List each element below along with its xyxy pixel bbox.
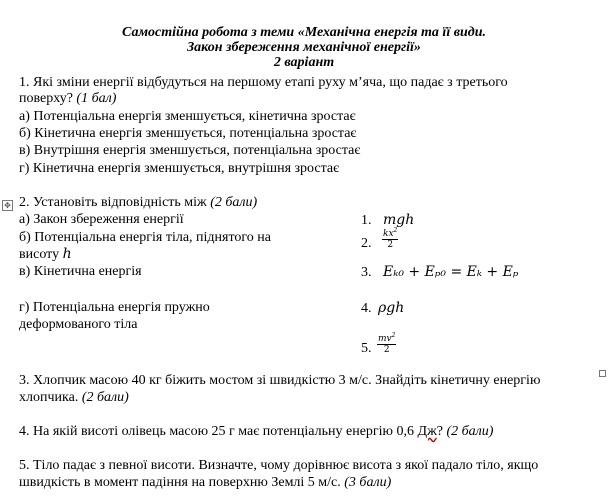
q3-line1: 3. Хлопчик масою 40 кг біжить мостом зі швидкістю 3 м/с. Знайдіть кінетичну енергію: [19, 373, 541, 388]
q4-question-mark: ?: [436, 424, 443, 439]
q2-right-num-3: 3.: [361, 265, 372, 280]
q2-left-b-var: h: [62, 246, 72, 262]
q1-text: поверху?: [19, 91, 73, 106]
q1-option-c: в) Внутрішня енергія зменшується, потенціальна зростає: [19, 143, 361, 158]
move-arrows-icon[interactable]: ✥: [2, 200, 13, 211]
q1-text-line2: [19, 91, 116, 107]
q5-points: (3 бали): [344, 475, 392, 490]
q2-formula-mgh: mgh: [383, 212, 415, 228]
q2-right-num-5: 5.: [361, 341, 372, 356]
q2-right-4: [361, 300, 404, 317]
q4-line: [19, 424, 493, 440]
q4-points: (2 бали): [446, 424, 494, 439]
q2-right-num-2: 2.: [361, 236, 372, 251]
q2-right-3: [361, 264, 518, 281]
q2-text: [19, 195, 257, 211]
q1-option-b: б) Кінетична енергія зменшується, потенціальна зростає: [19, 126, 357, 141]
q2-left-b-line2: [19, 246, 72, 263]
frac-den: 2: [383, 345, 390, 355]
q5-line1: 5. Тіло падає з певної висоти. Визначте, чому дорівнює висота з якої падало тіло, якщо: [19, 458, 539, 473]
q2-points: (2 бали): [210, 195, 258, 210]
q2-left-a: а) Закон збереження енергії: [19, 212, 184, 227]
q1-option-a: а) Потенціальна енергія зменшується, кінетична зростає: [19, 109, 356, 124]
title-line-2: Закон збереження механічної енергії»: [187, 40, 421, 55]
variant-label: 2 варіант: [273, 55, 335, 70]
frac-num: kx: [383, 229, 394, 239]
title-line-1: Самостійна робота з теми «Механічна енергія та її види.: [122, 25, 486, 40]
q5-line2: [19, 475, 391, 491]
q3-text: хлопчика.: [19, 390, 79, 405]
q2-left-b-line1: б) Потенціальна енергія тіла, піднятого на: [19, 230, 271, 245]
q1-text-line1: 1. Які зміни енергії відбудуться на першому етапі руху м’яча, що падає з третього: [19, 75, 508, 90]
q2-left-d-line1: г) Потенціальна енергія пружно: [19, 300, 210, 315]
q4-unit: Дж: [417, 424, 437, 439]
q2-formula-energy-conservation: Eₖ₀ + Eₚ₀ = Eₖ + Eₚ: [383, 264, 519, 280]
q2-right-num-4: 4.: [361, 301, 372, 316]
q2-left-b-text: висоту: [19, 247, 60, 262]
q1-points: (1 бал): [76, 91, 117, 106]
q1-option-d: г) Кінетична енергія зменшується, внутрішня зростає: [19, 161, 340, 176]
q5-text: швидкість в момент падіння на поверхню Землі 5 м/с.: [19, 475, 341, 490]
q2-right-num-1: 1.: [361, 213, 372, 228]
q3-line2: [19, 390, 129, 406]
q3-points: (2 бали): [81, 390, 129, 405]
frac-exp: 2: [393, 227, 398, 234]
resize-handle-icon[interactable]: [599, 370, 606, 377]
frac-den: 2: [387, 240, 394, 250]
q2-formula-mv2-over-2: [377, 334, 396, 355]
frac-num: mv: [378, 334, 392, 344]
q2-right-1: [361, 212, 414, 229]
q4-text: 4. На якій висоті олівець масою 25 г має потенціальну енергію 0,6: [19, 424, 415, 439]
q2-formula-kx2-over-2: [382, 229, 398, 250]
q2-formula-rhogh: ρgh: [378, 300, 405, 316]
q2-question: 2. Установіть відповідність між: [19, 195, 207, 210]
q2-left-c: в) Кінетична енергія: [19, 264, 142, 279]
frac-exp: 2: [391, 332, 396, 339]
q2-left-d-line2: деформованого тіла: [19, 317, 138, 332]
